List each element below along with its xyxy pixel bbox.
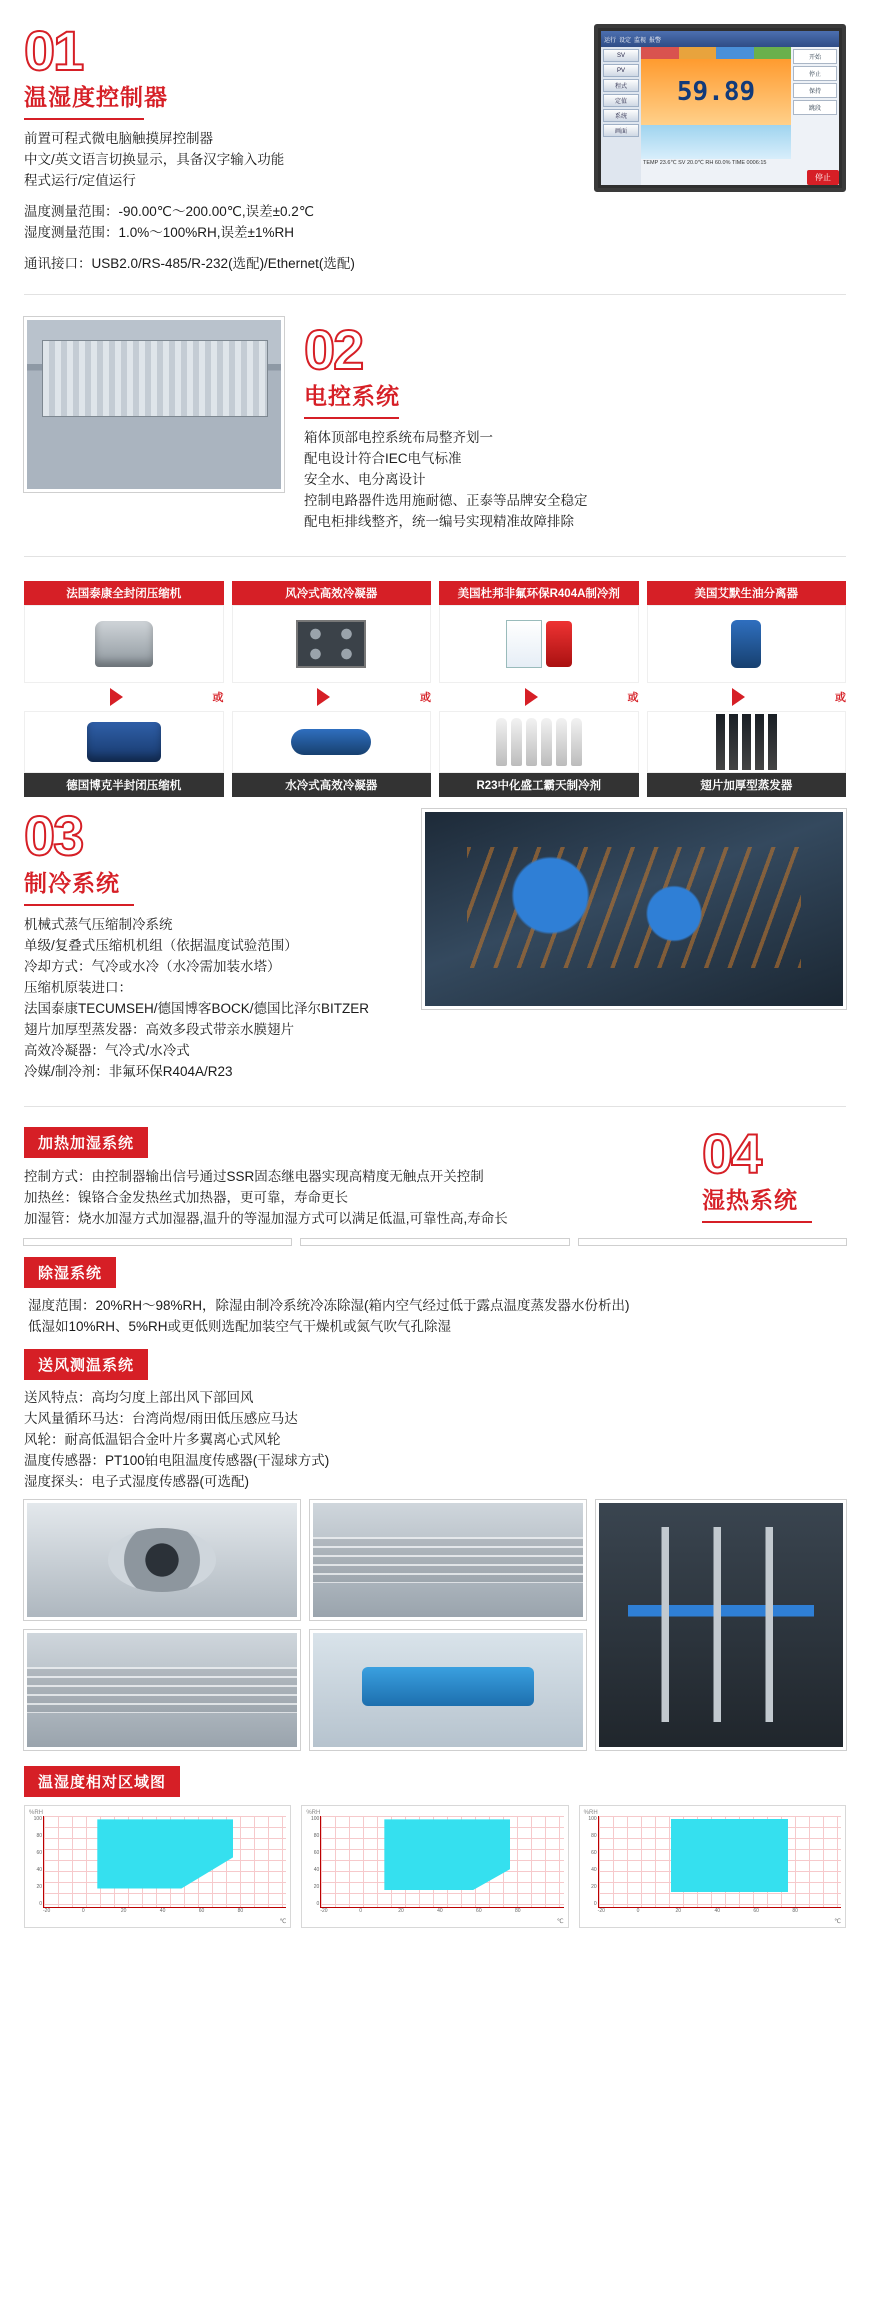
y-tick: 80 [313,1832,320,1839]
section-number-01: 01 [24,19,83,82]
controller-panel-photo [594,24,846,192]
component-cell [232,581,432,797]
chart-region-shape [384,1819,510,1890]
title-rule [304,417,399,419]
chart-region-shape [671,1819,787,1892]
or-label: 或 [420,692,431,705]
spacer [24,191,324,201]
spec-line: 湿度探头：电子式湿度传感器(可选配) [24,1473,249,1489]
spec-line: 高效冷凝器：气冷式/水冷式 [24,1042,190,1058]
air-outlet-photo [24,1630,300,1750]
component-cell [439,581,639,797]
y-tick: 60 [313,1849,320,1856]
controller-display-value: 59.89 [676,77,756,107]
machine-room-photo [596,1500,846,1750]
controller-right-button: 跳段 [793,100,837,115]
x-tick: 0 [636,1907,640,1914]
x-tick: -20 [597,1907,605,1914]
spec-line: 风轮：耐高低温铝合金叶片多翼离心式风轮 [24,1431,281,1447]
controller-side-button: SV [603,49,639,62]
component-cell [24,581,224,797]
humidifier-tray-photo [301,1239,568,1245]
or-marker [439,686,639,708]
component-top-label: 法国泰康全封闭压缩机 [24,581,224,605]
y-tick: 60 [36,1849,42,1856]
chart-plot-area [598,1816,841,1908]
component-bottom-label: R23中化盛工霸天制冷剂 [439,773,639,797]
spec-line: 配电柜排线整齐，统一编号实现精准故障排除 [304,514,574,530]
spec-line: 通讯接口：USB2.0/RS-485/R-232(选配)/Ethernet(选配) [24,256,355,272]
chart-x-axis [43,1908,286,1918]
x-tick: 60 [753,1907,759,1914]
heater-coil-photo [24,1239,291,1245]
spec-line: 配电设计符合IEC电气标准 [304,451,462,467]
chart-y-axis [306,1816,320,1908]
sensor-probe-photo [310,1630,586,1750]
component-photo [439,711,639,773]
section-temperature-humidity-controller [0,0,870,280]
controller-top-button: 设定 [619,37,632,44]
section-title-02: 电控系统 [304,383,400,410]
x-tick: 20 [675,1907,682,1914]
spec-line: 控制方式：由控制器输出信号通过SSR固态继电器实现高精度无触点开关控制 [24,1168,484,1184]
controller-top-button: 运行 [604,37,617,44]
spec-line: 翅片加厚型蒸发器：高效多段式带亲水膜翅片 [24,1021,294,1037]
controller-side-button: 定值 [603,94,639,107]
x-tick: -20 [43,1907,51,1914]
piping-photo [579,1239,846,1245]
duct-interior-photo [310,1500,586,1620]
spec-line: 湿度范围：20%RH～98%RH，除湿由制冷系统冷冻除湿(箱内空气经过低于露点温度蒸发器水份析出) [28,1297,630,1313]
x-tick: -20 [320,1907,328,1914]
section-air-supply-temperature-measure [0,1345,870,1760]
spec-line: 安全水、电分离设计 [304,472,426,488]
title-rule [24,904,134,906]
section-number-02: 02 [304,318,363,382]
section-temp-humidity-region-charts [0,1760,870,1954]
x-tick: 40 [159,1907,166,1914]
section-title-04: 湿热系统 [702,1186,798,1213]
chart-region-shape [97,1819,233,1888]
chart-y-axis [584,1816,598,1908]
or-marker [232,686,432,708]
chart-region-2 [301,1805,568,1928]
controller-stop-button: 停止 [807,170,839,185]
spec-line: 程式运行/定值运行 [24,173,136,189]
x-tick: 0 [359,1907,363,1914]
section-refrigeration-system [0,803,870,1091]
spec-line: 前置可程式微电脑触摸屏控制器 [24,131,213,147]
component-top-label: 美国杜邦非氟环保R404A制冷剂 [439,581,639,605]
chart-x-unit: ℃ [834,1918,841,1925]
y-tick: 60 [591,1849,597,1856]
spacer [24,243,324,253]
spec-line: 机械式蒸气压缩制冷系统 [24,916,173,932]
controller-side-button: PV [603,64,639,77]
refrigeration-unit-photo [422,809,846,1009]
x-tick: 80 [514,1907,521,1914]
divider [24,1106,846,1107]
spec-line: 大风量循环马达：台湾尚煜/雨田低压感应马达 [24,1410,298,1426]
chart-region-1 [24,1805,291,1928]
y-tick: 20 [36,1883,42,1890]
component-photo [24,605,224,683]
component-top-label: 风冷式高效冷凝器 [232,581,432,605]
spec-line: 冷媒/制冷剂：非氟环保R404A/R23 [24,1063,233,1079]
y-tick: 100 [310,1815,320,1822]
controller-side-button: 程式 [603,79,639,92]
chart-title: %RH [306,1809,321,1816]
y-tick: 100 [588,1815,597,1822]
y-tick: 80 [591,1832,597,1839]
or-label: 或 [212,692,224,705]
title-rule [702,1221,812,1223]
spec-line: 中文/英文语言切换显示，具备汉字输入功能 [24,152,285,168]
section-title-01: 温湿度控制器 [24,84,168,111]
or-label: 或 [835,692,846,705]
x-tick: 40 [714,1907,721,1914]
controller-side-buttons [601,47,641,185]
chart-region-3 [579,1805,846,1928]
spec-line: 加热丝：镍铬合金发热丝式加热器，更可靠，寿命更长 [24,1189,348,1205]
spec-line: 低湿如10%RH、5%RH或更低则选配加装空气干燥机或氮气吹气孔除湿 [28,1318,452,1334]
x-tick: 20 [398,1907,404,1914]
spec-line: 单级/复叠式压缩机机组（依据温度试验范围） [24,937,298,953]
y-tick: 0 [316,1900,320,1907]
spec-line: 湿度测量范围：1.0%～100%RH,误差±1%RH [24,225,294,241]
component-bottom-label: 德国博克半封闭压缩机 [24,773,224,797]
controller-side-button: 系统 [603,109,639,122]
component-top-label: 美国艾默生油分离器 [647,581,847,605]
controller-right-button: 开始 [793,49,837,64]
heating-photo-row [24,1239,846,1245]
subsection-tag-air-supply: 送风测温系统 [24,1349,148,1380]
component-photo [24,711,224,773]
controller-trend-area [641,125,791,159]
controller-top-bar [601,31,839,47]
or-marker [647,686,847,708]
title-rule [24,118,144,120]
chart-x-unit: ℃ [556,1918,564,1925]
component-cell [647,581,847,797]
y-tick: 40 [36,1866,42,1873]
air-supply-photo-grid [24,1500,846,1750]
chart-x-axis [320,1908,563,1918]
x-tick: 80 [237,1907,244,1914]
component-photo [647,605,847,683]
divider [24,294,846,295]
controller-top-button: 监视 [634,37,647,44]
chart-title: %RH [583,1809,598,1816]
y-tick: 0 [39,1900,42,1907]
chart-title: %RH [29,1809,44,1816]
controller-side-button: 画面 [603,124,639,137]
controller-top-button: 报警 [649,37,662,44]
y-tick: 40 [313,1866,320,1873]
component-photo [232,605,432,683]
spec-line: 压缩机原装进口： [24,979,132,995]
controller-color-bar [641,47,791,59]
section-heating-humidifying-system [0,1121,870,1345]
y-tick: 100 [33,1815,42,1822]
blower-motor-photo [24,1500,300,1620]
spec-line: 控制电路器件选用施耐德、正泰等品牌安全稳定 [304,493,588,509]
controller-right-button: 停止 [793,66,837,81]
component-bottom-label: 水冷式高效冷凝器 [232,773,432,797]
or-label: 或 [627,692,639,705]
spec-line: 温度测量范围：-90.00℃～200.00℃,误差±0.2℃ [24,204,314,220]
spec-line: 温度传感器：PT100铂电阻温度传感器(干湿球方式) [24,1452,330,1468]
section-electrical-control-system [0,309,870,542]
spec-line: 法国泰康TECUMSEH/德国博客BOCK/德国比泽尔BITZER [24,1000,370,1016]
divider [24,556,846,557]
electrical-cabinet-photo [24,317,284,492]
chart-x-unit: ℃ [279,1918,287,1925]
or-marker [24,686,224,708]
subsection-tag-heating: 加热加湿系统 [24,1127,148,1158]
component-photo [232,711,432,773]
y-tick: 40 [591,1866,597,1873]
x-tick: 60 [476,1907,482,1914]
y-tick: 20 [591,1883,597,1890]
subsection-tag-dehumidification: 除湿系统 [24,1257,116,1288]
x-tick: 80 [792,1907,798,1914]
spec-line: 冷却方式：气冷或水冷（水冷需加装水塔） [24,958,281,974]
subsection-tag-charts: 温湿度相对区域图 [24,1766,180,1797]
chart-y-axis [29,1816,43,1908]
controller-right-buttons [791,47,839,185]
section-title-03: 制冷系统 [24,869,120,896]
x-tick: 20 [120,1907,127,1914]
chart-x-axis [598,1908,841,1918]
chart-plot-area [43,1816,286,1908]
chart-plot-area [320,1816,563,1908]
section-number-03: 03 [24,804,83,868]
spec-line: 送风特点：高均匀度上部出风下部回风 [24,1389,254,1405]
component-brand-grid [0,571,870,803]
component-photo [647,711,847,773]
x-tick: 0 [81,1907,85,1914]
controller-status-text: TEMP 23.6℃ SV 20.0℃ RH 60.0% TIME 0006:15 [641,159,791,185]
spec-line: 加湿管：烧水加湿方式加湿器,温升的等湿加湿方式可以满足低温,可靠性高,寿命长 [24,1210,508,1226]
y-tick: 80 [36,1832,42,1839]
spec-line: 箱体顶部电控系统布局整齐划一 [304,430,493,446]
x-tick: 60 [198,1907,205,1914]
controller-right-button: 保持 [793,83,837,98]
y-tick: 0 [593,1900,597,1907]
x-tick: 40 [437,1907,443,1914]
section-number-04: 04 [702,1121,761,1185]
subsection-dehumidification [24,1257,846,1337]
y-tick: 20 [313,1883,320,1890]
component-photo [439,605,639,683]
component-bottom-label: 翅片加厚型蒸发器 [647,773,847,797]
